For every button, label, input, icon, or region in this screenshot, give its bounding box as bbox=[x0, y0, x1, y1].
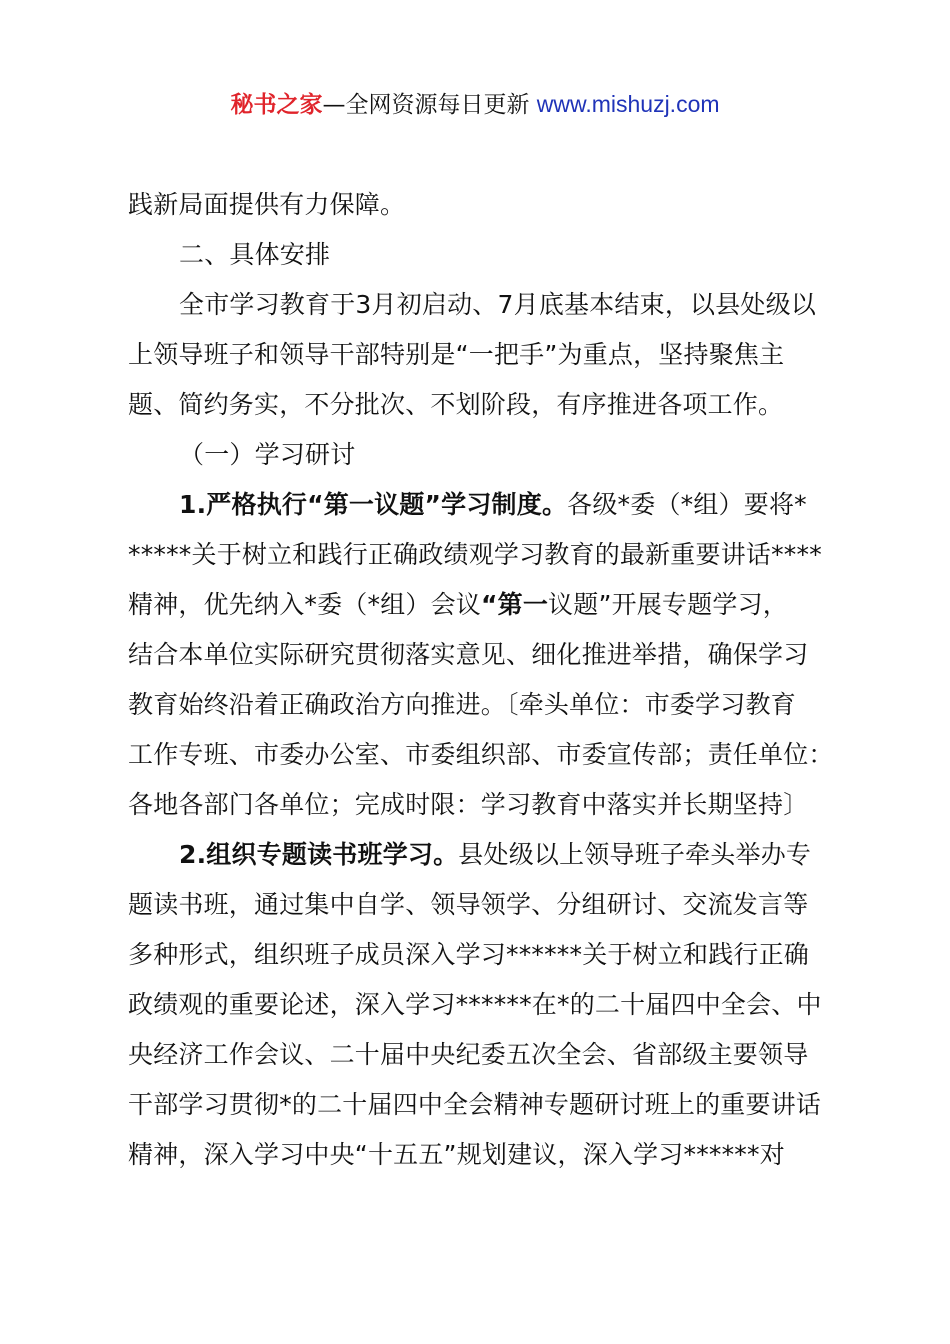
text-segment: 结合本单位实际研究贯彻落实意见、细化推进举措，确保学习 bbox=[128, 640, 809, 669]
text-segment: 政绩观的重要论述，深入学习******在*的二十届四中全会、中 bbox=[128, 990, 822, 1019]
text-segment: 工作专班、市委办公室、市委组织部、市委宣传部；责任单位： bbox=[128, 740, 834, 769]
text-line bbox=[128, 533, 828, 583]
bold-text-segment: 1.严格执行“第一议题”学习制度。 bbox=[179, 490, 568, 519]
text-segment: 各级*委（*组）要将* bbox=[567, 490, 807, 519]
text-segment: 干部学习贯彻*的二十届四中全会精神专题研讨班上的重要讲话 bbox=[128, 1090, 822, 1119]
text-line bbox=[128, 1033, 828, 1083]
text-segment: （一）学习研讨 bbox=[179, 440, 356, 469]
brand-name: 秘书之家 bbox=[230, 92, 323, 118]
text-segment: 题、简约务实，不分批次、不划阶段，有序推进各项工作。 bbox=[128, 390, 784, 419]
document-body bbox=[128, 183, 834, 1183]
text-line bbox=[128, 183, 828, 233]
text-segment: 各地各部门各单位；完成时限：学习教育中落实并长期坚持〕 bbox=[128, 790, 809, 819]
text-segment: *****关于树立和践行正确政绩观学习教育的最新重要讲话**** bbox=[128, 540, 822, 569]
text-line bbox=[128, 683, 828, 733]
text-segment: 全市学习教育于3月初启动、7月底基本结束，以县处级以 bbox=[179, 290, 817, 319]
bold-text-segment: “第一 bbox=[481, 590, 549, 619]
text-line bbox=[128, 933, 828, 983]
text-segment: 央经济工作会议、二十届中央纪委五次全会、省部级主要领导 bbox=[128, 1040, 809, 1069]
text-segment: 上领导班子和领导干部特别是“一把手”为重点，坚持聚焦主 bbox=[128, 340, 785, 369]
text-line bbox=[128, 1133, 828, 1183]
text-segment: 议题”开展专题学习， bbox=[548, 590, 788, 619]
header-tagline: —全网资源每日更新 bbox=[322, 92, 530, 118]
text-line bbox=[128, 783, 828, 833]
text-segment: 题读书班，通过集中自学、领导领学、分组研讨、交流发言等 bbox=[128, 890, 809, 919]
text-segment: 县处级以上领导班子牵头举办专 bbox=[458, 840, 812, 869]
text-line bbox=[128, 983, 828, 1033]
text-line bbox=[128, 733, 834, 783]
text-segment: 精神，优先纳入*委（*组）会议 bbox=[128, 590, 482, 619]
text-line bbox=[128, 883, 828, 933]
text-segment: 精神，深入学习中央“十五五”规划建议，深入学习******对 bbox=[128, 1140, 785, 1169]
site-header bbox=[0, 86, 950, 123]
bold-text-segment: 2.组织专题读书班学习。 bbox=[179, 840, 459, 869]
text-line bbox=[128, 483, 828, 533]
site-url-link[interactable]: www.mishuzj.com bbox=[536, 91, 720, 117]
text-line bbox=[128, 633, 828, 683]
text-line bbox=[128, 383, 828, 433]
text-segment: 教育始终沿着正确政治方向推进。〔牵头单位：市委学习教育 bbox=[128, 690, 796, 719]
text-line bbox=[128, 333, 828, 383]
text-line bbox=[128, 833, 828, 883]
text-segment: 践新局面提供有力保障。 bbox=[128, 190, 406, 219]
text-line bbox=[128, 1083, 828, 1133]
text-segment: 多种形式，组织班子成员深入学习******关于树立和践行正确 bbox=[128, 940, 810, 969]
text-line bbox=[128, 233, 828, 283]
text-line bbox=[128, 433, 828, 483]
text-segment: 二、具体安排 bbox=[179, 240, 331, 269]
text-line bbox=[128, 283, 828, 333]
text-line bbox=[128, 583, 828, 633]
